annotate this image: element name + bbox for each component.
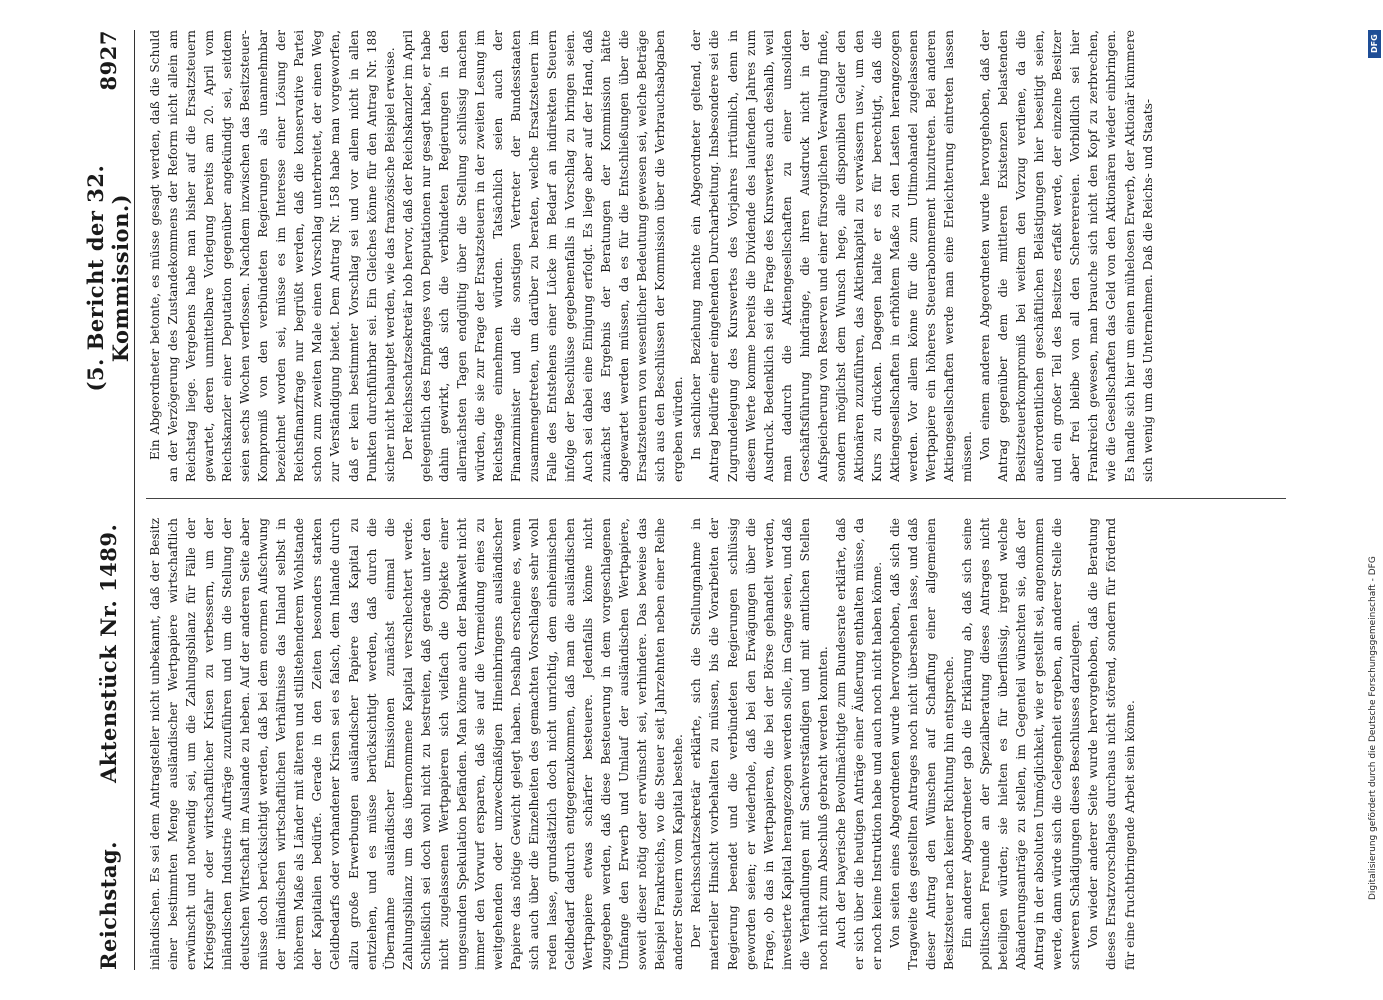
page-header: [83, 30, 133, 970]
paragraph: Ein Abgeordneter betonte, es müsse gesagt werden, daß die Schuld an der Verzögerung des Zustandekommens der Reform nicht allein am Reichstag liege. Vergebens habe man bisher auf die Ersatzsteuern gewartet, deren unmittelbare Vorlegung bereits am 20. April vom Reichskanzler einer Deputation gegenüber angekündigt sei, seitdem seien sechs Wochen verflossen. Nachdem inzwischen das Besitzsteuer-Kompromiß von den verbündeten Regierungen als unannehmbar bezeichnet worden sei, müsse es im Interesse einer Lösung der Reichsfinanzfrage nur begrüßt werden, daß die konservative Partei schon zum zweiten Male einen Vorschlag unterbreitet, der einen Weg zur Verständigung bietet. Dem Antrag Nr. 158 habe man vorgeworfen, daß er kein bestimmter Vorschlag sei und vor allem nicht in allen Punkten durchführbar sei. Ein Gleiches könne für den Antrag Nr. 188 sicher nicht behauptet werden, wie das französische Beispiel erweise.: [148, 30, 397, 482]
paragraph: inländischen. Es sei dem Antragsteller nicht unbekannt, daß der Besitz einer bestimmten Menge ausländischer Wertpapiere wirtschaftlich erwünscht und notwendig sei, um die Zahlungsbilanz für Fälle der Kriegsgefahr oder wirtschaftlicher Krisen zu verbessern, um der inländischen Industrie Aufträge zuzuführen und um die Stellung der deutschen Wirtschaft im Auslande zu heben. Auf der anderen Seite aber müsse doch berücksichtigt werden, daß bei dem enormen Aufschwung der inländischen wirtschaftlichen Verhältnisse das Inland selbst in höherem Maße als Länder mit älteren und stillstehenderem Wohlstande der Kapitalien bedürfe. Gerade in den Zeiten besonders starken Geldbedarfs oder vorhandener Krisen sei es falsch, dem Inlande durch allzu große Erwerbungen ausländischer Papiere das Kapital zu entziehen, und es müsse berücksichtigt werden, daß durch die Übernahme ausländischer Emissionen zunächst einmal die Zahlungsbilanz um das übernommene Kapital verschlechtert werde. Schließlich sei doch wohl nicht zu bestreiten, daß gerade unter den nicht zugelassenen Wertpapieren sich vielfach die Objekte einer ungesunden Spekulation befänden. Man könne auch der Bankwelt nicht immer den Vorwurf ersparen, daß sie auf die Vermeidung eines zu weitgehenden oder unzweckmäßigen Hineinbringens ausländischer Papiere das nötige Gewicht gelegt haben. Deshalb erscheine es, wenn sich auch über die Einzelheiten des gemachten Vorschlages sehr wohl reden lasse, grundsätzlich doch nicht unrichtig, dem einheimischen Geldbedarf dadurch entgegenzukommen, daß man die ausländischen Wertpapiere etwas schärfer besteuere. Jedenfalls könne nicht zugegeben werden, daß diese Besteuerung in dem vorgeschlagenen Umfange den Erwerb und Umlauf der ausländischen Wertpapiere, soweit dieser nötig oder erwünscht sei, verhindere. Das beweise das Beispiel Frankreichs, wo die Steuer seit Jahrzehnten neben einer Reihe anderer Steuern vom Kapital bestehe.: [148, 518, 686, 970]
paragraph: Ein anderer Abgeordneter gab die Erklärung ab, daß sich seine politischen Freunde an der Spezialberatung dieses Antrages nicht beteiligen würden; sie hielten es für überflüssig, irgend welche Abänderungsanträge zu stellen, im Gegenteil wünschten sie, daß der Antrag in der absoluten Unmöglichkeit, wie er gestellt sei, angenommen werde, dann würde sich die Gelegenheit ergeben, an anderer Stelle die schweren Schädigungen dieses Beschlusses darzulegen.: [960, 518, 1083, 970]
header-left: Reichstag.: [95, 841, 121, 970]
rotated-page-content: [56, 20, 1326, 980]
header-center-left: Aktenstück Nr. 1489.: [95, 523, 121, 784]
paragraph: Von wieder anderer Seite wurde hervorgehoben, daß die Beratung dieses Ersatzvorschlages durchaus nicht störend, sondern für fördernd für eine fruchtbringende Arbeit sein könne.: [1086, 518, 1137, 970]
paragraph: Auch der bayerische Bevollmächtigte zum Bundesrate erklärte, daß er sich über die heutigen Anträge einer Äußerung enthalten müsse, da er noch keine Instruktion habe und auch noch nicht haben könne.: [833, 518, 884, 970]
paragraph: In sachlicher Beziehung machte ein Abgeordneter geltend, der Antrag bedürfe einer eingehenden Durcharbeitung. Insbesondere sei die Zugrundelegung des Kurswertes des Vorjahres irrtümlich, denn in diesem Werte komme bereits die Dividende des laufenden Jahres zum Ausdruck. Bedenklich sei die Frage des Kurswertes auch deshalb, weil man dadurch die Aktiengesellschaften zu einer unsoliden Geschäftsführung hindränge, die ihren Ausdruck nicht in der Aufspeicherung von Reserven und einer fürsorglichen Verwaltung finde, sondern möglichst dem Wunsch hege, alle disponiblen Gelder den Aktionären zuzuführen, das Aktienkapital zu verwässern usw., um den Kurs zu drücken. Dagegen halte er es für berechtigt, daß die Aktiengesellschaften in erhöhtem Maße zu den Lasten herangezogen werden. Vor allem könne für die zum Ultimohandel zugelassenen Wertpapiere ein höheres Steuerabonnement hinzutreten. Bei anderen Aktiengesellschaften werde man eine Erleichterung eintreten lassen müssen.: [689, 30, 975, 482]
digitization-note: Digitalisierung gefördert durch die Deutsche Forschungsgemeinschaft - DFG: [1368, 556, 1378, 900]
paragraph: Von seiten eines Abgeordneten wurde hervorgehoben, daß sich die Tragweite des gestellten Antrages noch nicht übersehen lasse, und daß dieser Antrag den Wünschen auf Schaffung einer allgemeinen Besitzsteuer nach keiner Richtung hin entspreche.: [887, 518, 957, 970]
header-center-right: (5. Bericht der 32. Kommission.): [83, 164, 133, 392]
column-divider: [146, 498, 1286, 499]
header-rule: [134, 30, 135, 970]
dfg-logo: DFG: [1368, 30, 1381, 58]
paragraph: Der Reichsschatzsekretär erklärte, sich die Stellungnahme in materieller Hinsicht vorbehalten zu müssen, bis die Vorarbeiten der Regierung beendet und die verbündeten Regierungen schlüssig geworden seien; er wiederhole, daß bei den Erwägungen über die Frage, ob das in Wertpapieren, die bei der Börse gehandelt werden, investierte Kapital herangezogen werden solle, im Gange seien, und daß die Verhandlungen mit Sachverständigen und mit amtlichen Stellen noch nicht zum Abschluß gebracht werden konnten.: [689, 518, 830, 970]
right-column: [146, 30, 1316, 482]
left-column: [146, 518, 1316, 970]
page-number: 8927: [95, 30, 121, 91]
paragraph: Der Reichsschatzsekretär hob hervor, daß der Reichskanzler im April gelegentlich des Empfanges von Deputationen nur gesagt habe, er habe dahin gewirkt, daß sich die verbündeten Regierungen in den allernächsten Tagen endgültig über die Stellung schlüssig machen würden, die sie zur Frage der Ersatzsteuern in der zweiten Lesung im Reichstage einnehmen würden. Tatsächlich seien auch der Finanzminister und die sonstigen Vertreter der Bundesstaaten zusammengetreten, um darüber zu beraten, welche Ersatzsteuern im Falle des Entstehens einer Lücke im Bedarf an indirekten Steuern infolge der Beschlüsse gegebenenfalls in Vorschlag zu bringen seien. Auch sei dabei eine Einigung erfolgt. Es liege aber auf der Hand, daß zunächst das Ergebnis der Beratungen der Kommission hätte abgewartet werden müssen, da es für die Entschließungen über die Ersatzsteuern von wesentlicher Bedeutung gewesen sei, welche Beträge sich aus den Beschlüssen der Kommission über die Verbrauchsabgaben ergeben würden.: [400, 30, 686, 482]
paragraph: Von einem anderen Abgeordneten wurde hervorgehoben, daß der Antrag gegenüber dem die mittleren Existenzen belastenden Besitzsteuerkompromiß bei weitem den Vorzug verdiene, da die außerordentlichen geschäftlichen Belästigungen hier beseitigt seien, und ein großer Teil des Besitzes erfaßt werde, der einzelne Besitzer aber frei bleibe von all den Schererereien. Vorbildlich sei hier Frankreich gewesen, man brauche sich nicht den Kopf zu zerbrechen, wie die Gesellschaften das Geld von den Aktionären wieder einbringen. Es handle sich hier um einen mühelosen Erwerb, der Aktionär kümmere sich wenig um das Unternehmen. Daß die Reichs- und Staats-: [978, 30, 1155, 482]
